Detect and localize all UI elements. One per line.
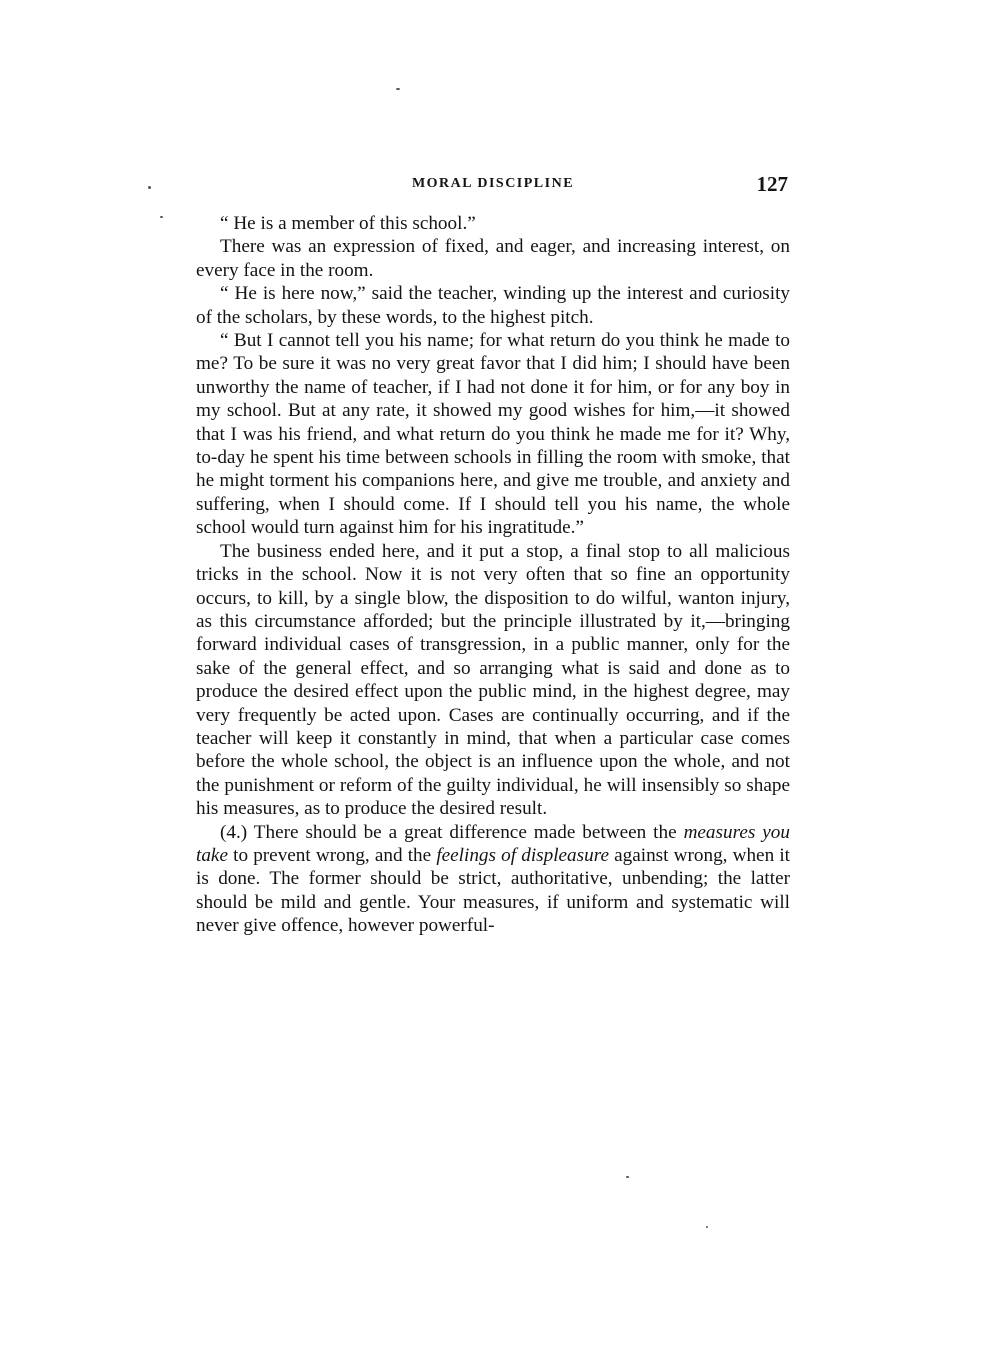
paragraph: “ He is here now,” said the teacher, winding up the interest and curiosity of the scholars, by these words, to the highest pitch.: [196, 283, 790, 328]
paragraph-text: to prevent wrong, and the: [227, 844, 437, 866]
paragraph-text: against wrong, when it is done. The former should be strict, authoritative, unbending; the latter should be mild and gentle. Your measures, if uniform and systematic will never give offence, however powerful-: [196, 844, 790, 937]
ink-speck: [626, 1176, 629, 1178]
running-head: [196, 172, 790, 200]
ink-speck: [160, 216, 163, 218]
body-text: [196, 212, 790, 938]
running-title: MORAL DISCIPLINE: [411, 176, 575, 191]
paragraph: “ He is a member of this school.”: [220, 213, 476, 234]
paragraph: The business ended here, and it put a stop, a final stop to all malicious tricks in the school. Now it is not very often that so fine an opportunity occurs, to kill, by a single blow, the disposition to do wilful, wanton injury, as this circumstance afforded; but the principle illustrated by it,—bringing forward individual cases of transgression, in a public manner, only for the sake of the general effect, and so arranging what is said and done as to produce the desired effect upon the public mind, in the highest degree, may very frequently be acted upon. Cases are continually occurring, and if the teacher will keep it constantly in mind, that when a particular case comes before the whole school, the object is an influence upon the whole, and not the punishment or reform of the guilty individual, he will insensibly so shape his measures, as to produce the desired result.: [196, 540, 790, 820]
paragraph: There was an expression of fixed, and eager, and increasing interest, on every face in the room.: [196, 236, 790, 281]
paragraph: [196, 821, 790, 938]
ink-speck: [396, 88, 400, 90]
page-number: 127: [756, 172, 788, 196]
italic-phrase: measures you take: [196, 821, 790, 866]
paragraph: “ But I cannot tell you his name; for what return do you think he made to me? To be sure it was no very great favor that I did him; I should have been unworthy the name of teacher, if I had not done it for him, or for any boy in my school. But at any rate, it showed my good wishes for him,—it showed that I was his friend, and what return do you think he made me for it? Why, to-day he spent his time between schools in filling the room with smoke, that he might torment his companions here, and give me trouble, and anxiety and suffering, when I should come. If I should tell you his name, the whole school would turn against him for his ingratitude.”: [196, 330, 790, 539]
ink-speck: [706, 1226, 708, 1228]
paragraph-text: (4.) There should be a great difference made between the: [220, 821, 684, 843]
ink-speck: [148, 186, 151, 189]
italic-phrase: feelings of displeasure: [436, 844, 609, 866]
